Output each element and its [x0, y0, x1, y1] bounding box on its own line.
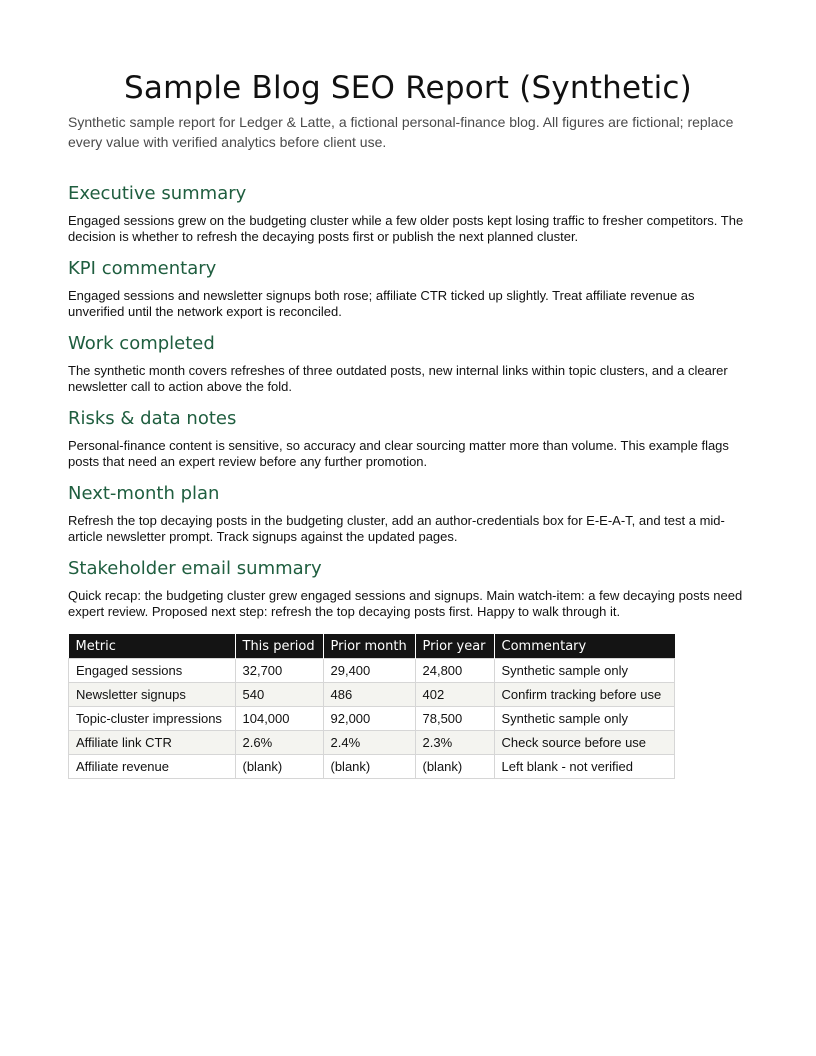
table-row — [69, 755, 675, 779]
metrics-table — [68, 634, 675, 779]
table-cell-this-period: (blank) — [235, 755, 323, 779]
table-cell-commentary: Left blank - not verified — [494, 755, 675, 779]
work-completed-body: The synthetic month covers refreshes of three outdated posts, new internal links within topic clusters, and a clearer newsletter call to action above the fold. — [68, 363, 728, 394]
table-cell-prior-month: 29,400 — [323, 659, 415, 683]
table-cell-prior-month: 2.4% — [323, 731, 415, 755]
executive-summary-body: Engaged sessions grew on the budgeting cluster while a few older posts kept losing traffic to fresher competitors. The decision is whether to refresh the decaying posts first or publish the next planned cluster. — [68, 213, 744, 244]
table-cell-prior-year: (blank) — [415, 755, 494, 779]
kpi-commentary-section — [68, 257, 748, 320]
table-cell-prior-year: 402 — [415, 683, 494, 707]
kpi-commentary-heading: KPI commentary — [68, 258, 217, 279]
risks-section — [68, 407, 748, 470]
table-row — [69, 707, 675, 731]
kpi-commentary-body: Engaged sessions and newsletter signups both rose; affiliate CTR ticked up slightly. Treat affiliate revenue as unverified until the network export is reconciled. — [68, 288, 695, 319]
report-title: Sample Blog SEO Report (Synthetic) — [124, 70, 692, 106]
risks-body: Personal-finance content is sensitive, so accuracy and clear sourcing matter more than volume. This example flags posts that need an expert review before any further promotion. — [68, 438, 729, 469]
table-row — [69, 659, 675, 683]
column-header-prior-month: Prior month — [323, 634, 415, 659]
table-cell-metric: Engaged sessions — [69, 659, 236, 683]
table-cell-prior-month: (blank) — [323, 755, 415, 779]
table-row — [69, 683, 675, 707]
table-row — [69, 731, 675, 755]
table-cell-prior-year: 2.3% — [415, 731, 494, 755]
next-month-section — [68, 482, 748, 545]
table-cell-metric: Affiliate link CTR — [69, 731, 236, 755]
table-cell-metric: Affiliate revenue — [69, 755, 236, 779]
column-header-commentary: Commentary — [494, 634, 675, 659]
column-header-this-period: This period — [235, 634, 323, 659]
executive-summary-section — [68, 182, 748, 245]
stakeholder-email-section — [68, 557, 748, 620]
table-cell-metric: Newsletter signups — [69, 683, 236, 707]
table-cell-this-period: 540 — [235, 683, 323, 707]
table-cell-this-period: 104,000 — [235, 707, 323, 731]
work-completed-heading: Work completed — [68, 333, 215, 354]
table-cell-this-period: 2.6% — [235, 731, 323, 755]
table-cell-prior-year: 24,800 — [415, 659, 494, 683]
executive-summary-heading: Executive summary — [68, 183, 247, 204]
report-subtitle: Synthetic sample report for Ledger & Latte, a fictional personal-finance blog. All figures are fictional; replace every value with verified analytics before client use. — [68, 114, 734, 150]
risks-heading: Risks & data notes — [68, 408, 237, 429]
table-cell-commentary: Synthetic sample only — [494, 659, 675, 683]
table-cell-commentary: Confirm tracking before use — [494, 683, 675, 707]
table-cell-prior-month: 92,000 — [323, 707, 415, 731]
table-cell-this-period: 32,700 — [235, 659, 323, 683]
next-month-body: Refresh the top decaying posts in the budgeting cluster, add an author-credentials box for E-E-A-T, and test a mid-article newsletter prompt. Track signups against the updated pages. — [68, 513, 725, 544]
stakeholder-email-heading: Stakeholder email summary — [68, 558, 322, 579]
column-header-metric: Metric — [69, 634, 236, 659]
table-cell-commentary: Check source before use — [494, 731, 675, 755]
table-cell-metric: Topic-cluster impressions — [69, 707, 236, 731]
column-header-prior-year: Prior year — [415, 634, 494, 659]
table-cell-commentary: Synthetic sample only — [494, 707, 675, 731]
table-cell-prior-month: 486 — [323, 683, 415, 707]
work-completed-section — [68, 332, 748, 395]
stakeholder-email-body: Quick recap: the budgeting cluster grew engaged sessions and signups. Main watch-item: a few decaying posts need expert review. Proposed next step: refresh the top decaying posts first. Happy to walk through it. — [68, 588, 743, 619]
next-month-heading: Next-month plan — [68, 483, 220, 504]
table-header-row — [69, 634, 675, 659]
table-cell-prior-year: 78,500 — [415, 707, 494, 731]
